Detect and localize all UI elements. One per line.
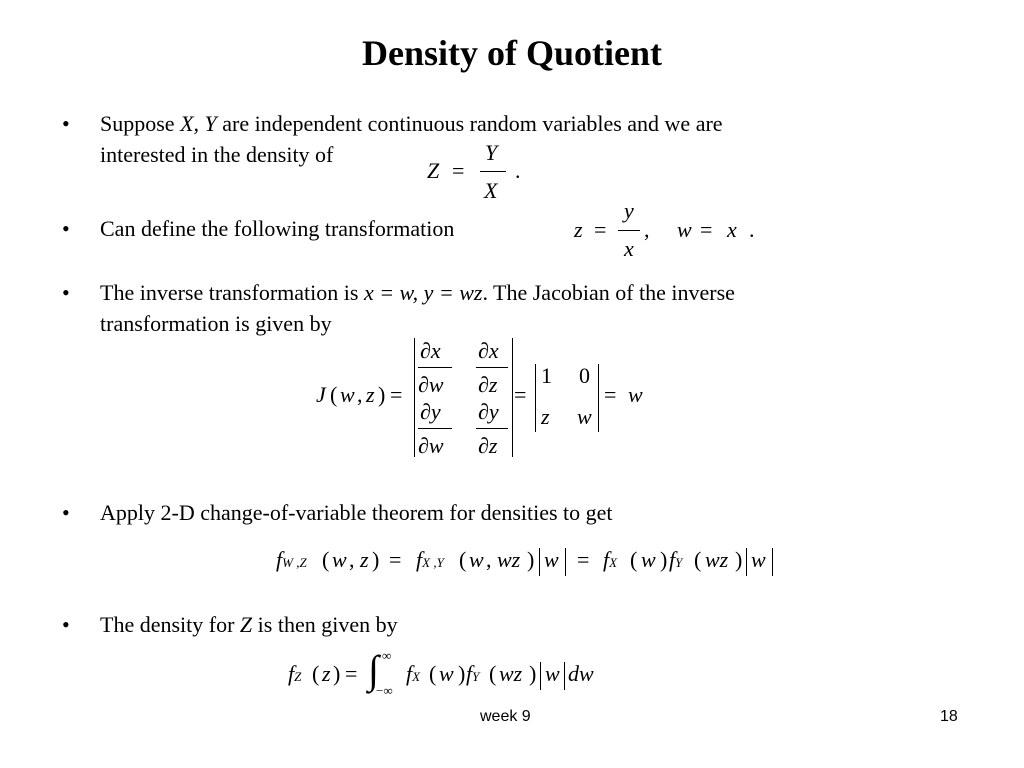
bullet-3-text: The inverse transformation is x = w, y = wz. The Jacobian of the inverse transformation is given by [100, 280, 735, 336]
page-number: 18 [940, 708, 958, 725]
bullet-marker: • [62, 216, 70, 241]
footer-week: week 9 [480, 708, 531, 725]
bullet-2-text: Can define the following transformation [100, 216, 455, 241]
bullet-marker: • [62, 111, 70, 136]
bullet-1-text: Suppose X, Y are independent continuous random variables and we are interested in the density of [100, 111, 723, 167]
slide-title: Density of Quotient [362, 33, 662, 73]
bullet-5-text: The density for Z is then given by [100, 612, 398, 637]
bullet-marker: • [62, 280, 70, 305]
bullet-4-text: Apply 2-D change-of-variable theorem for densities to get [100, 500, 613, 525]
bullet-marker: • [62, 612, 70, 637]
bullet-marker: • [62, 500, 70, 525]
